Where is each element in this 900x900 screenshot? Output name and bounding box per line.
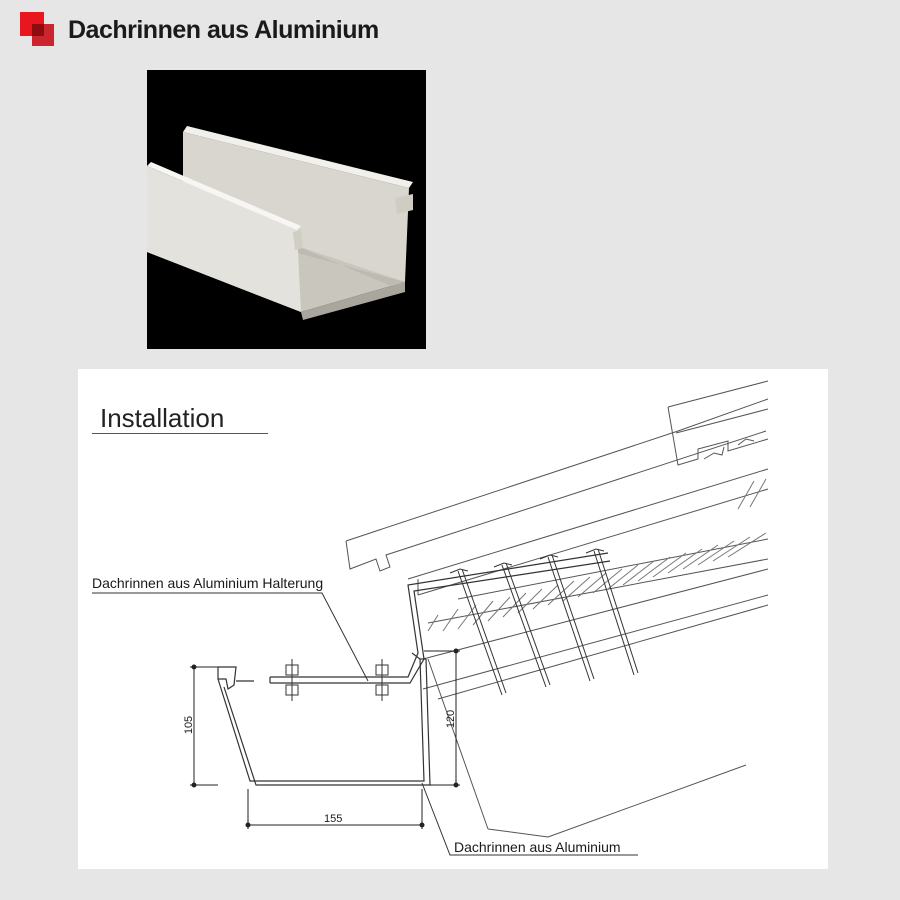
page-header [20,12,379,48]
roof-tiles [346,381,768,571]
product-photo [147,70,426,349]
bracket-label: Dachrinnen aus Aluminium Halterung [92,575,324,591]
brand-logo-icon [20,12,56,48]
gutter-profile [218,653,430,785]
dimension-lines [190,649,460,829]
dimension-155: 155 [324,813,343,825]
dimension-120: 120 [445,709,458,729]
page-title: Dachrinnen aus Aluminium [68,15,379,44]
gutter-label: Dachrinnen aus Aluminium [454,839,621,855]
installation-diagram [78,369,828,869]
heading-underline [92,433,268,434]
leader-lines [92,593,638,855]
installation-heading: Installation [100,403,225,433]
bracket-shape [270,553,610,683]
bolts [286,659,388,701]
fascia [428,659,746,837]
dimension-105: 105 [183,715,196,735]
